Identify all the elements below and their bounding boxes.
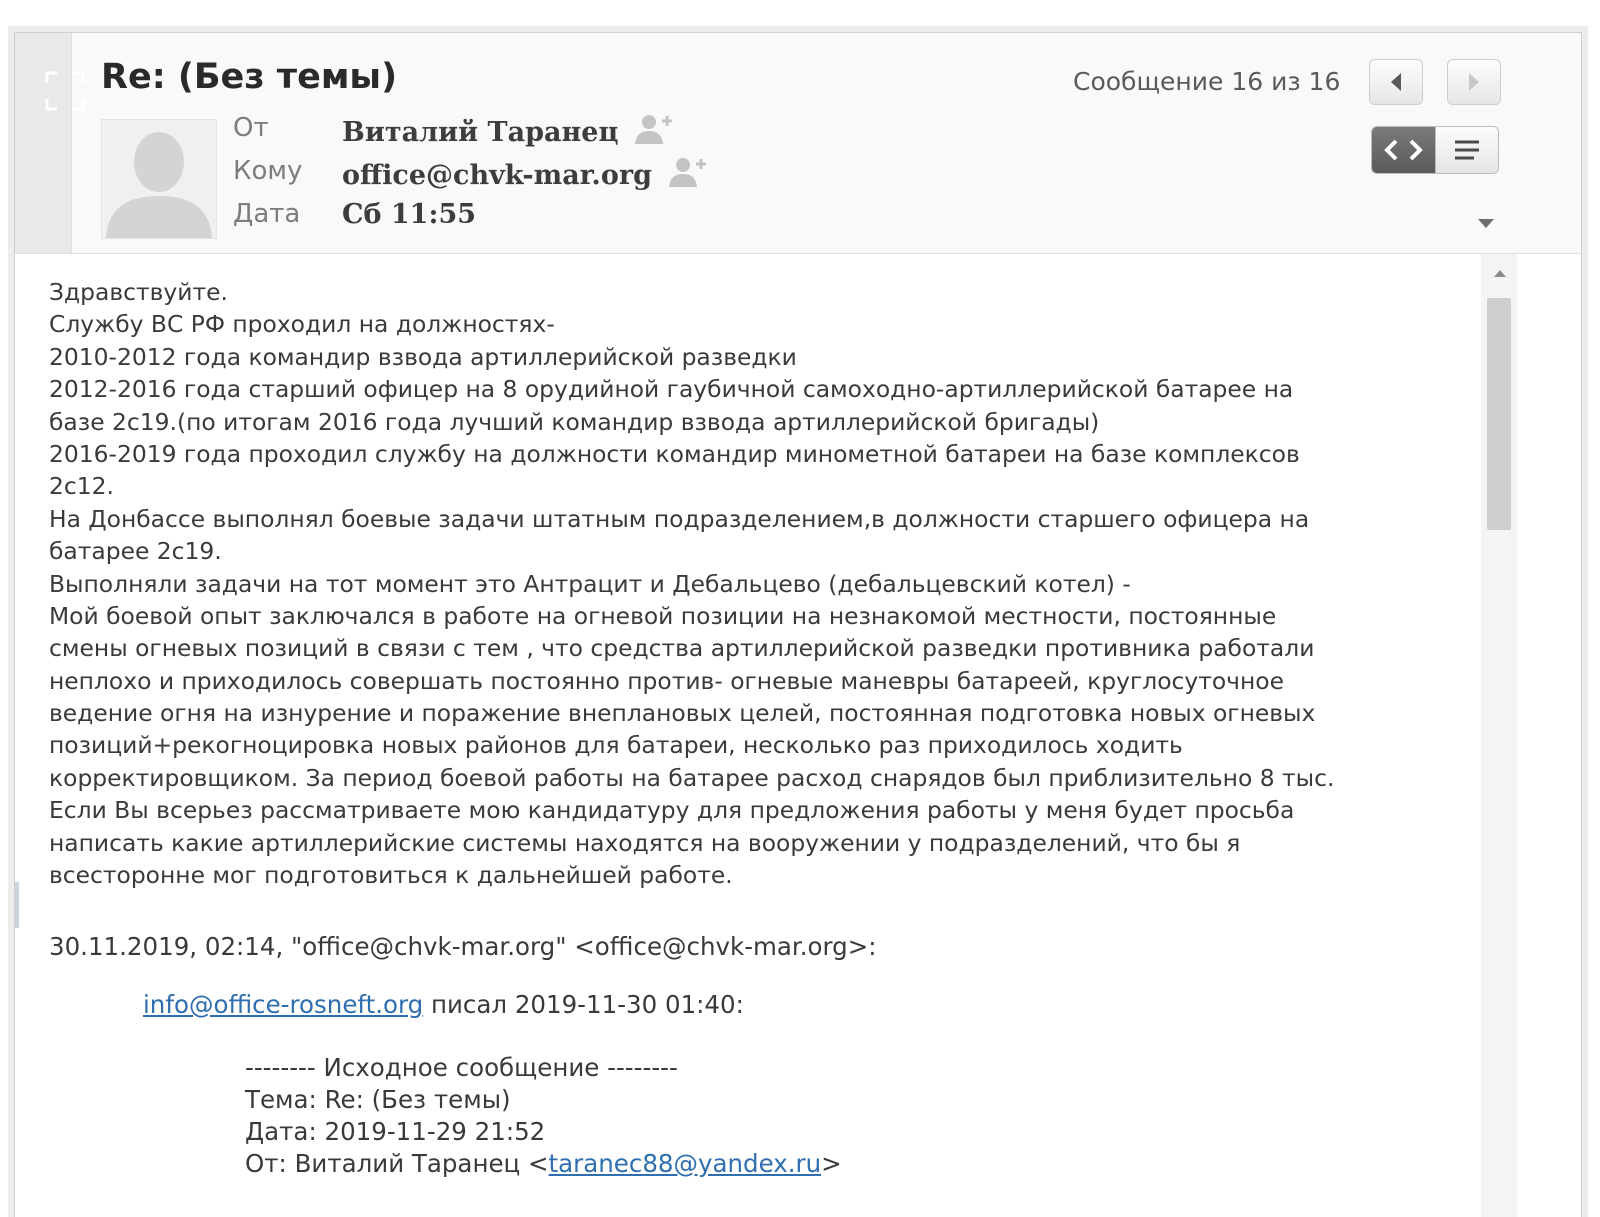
add-contact-icon[interactable] [668, 156, 712, 188]
body-line: базе 2с19.(по итогам 2016 года лучший командир взвода артиллерийской бригады) [49, 407, 1100, 436]
date-label: Дата [233, 199, 301, 229]
to-value[interactable] [342, 156, 712, 191]
body-line: 2012-2016 года старший офицер на 8 орудийной гаубичной самоходно-артиллерийской батарее на [49, 375, 1294, 404]
user-silhouette-icon [102, 120, 216, 238]
vertical-scrollbar[interactable] [1481, 254, 1517, 1217]
body-line: корректировщиком. За период боевой работы на батарее расход снарядов был приблизительно 8 тыс. [49, 763, 1335, 792]
body-line: смены огневых позиций в связи с тем , что средства артиллерийской разведки противника работали [49, 634, 1315, 663]
from-label: От [233, 113, 269, 143]
date-value: Сб 11:55 [342, 199, 477, 230]
avatar [101, 119, 217, 239]
message-body [15, 254, 1581, 1217]
body-line: На Донбассе выполнял боевые задачи штатным подразделением,в должности старшего офицера на [49, 504, 1310, 533]
from-value[interactable] [342, 113, 678, 148]
message-subject: Re: (Без темы) [101, 57, 398, 97]
email-window [14, 32, 1582, 1217]
next-message-button[interactable] [1447, 59, 1501, 105]
expand-corners-icon[interactable] [45, 71, 85, 111]
body-line: Если Вы всерьез рассматриваете мою кандидатуру для предложения работы у меня будет просьба [49, 796, 1295, 825]
original-subject: Тема: Re: (Без темы) [245, 1085, 511, 1114]
body-line: Здравствуйте. [49, 278, 228, 306]
quote-sender-link[interactable]: info@office-rosneft.org [143, 990, 424, 1019]
quote-level-1 [143, 990, 744, 1019]
original-from-suffix: > [821, 1149, 842, 1178]
body-line: 2016-2019 года проходил службу на должности командир минометной батареи на базе комплексов [49, 439, 1300, 468]
body-line: ведение огня на изнурение и поражение внеплановых целей, постоянная подготовка новых огневых [49, 699, 1316, 728]
body-line: 2010-2012 года командир взвода артиллерийской разведки [49, 342, 797, 371]
original-from [245, 1148, 842, 1180]
html-view-button[interactable] [1372, 127, 1435, 173]
body-line: позиций+рекогноцировка новых районов для батареи, несколько раз приходилось ходить [49, 731, 1183, 760]
from-name[interactable]: Виталий Таранец [342, 117, 619, 148]
left-strip [15, 33, 72, 253]
quote-header: 30.11.2019, 02:14, "office@chvk-mar.org" <office@chvk-mar.org>: [49, 932, 877, 961]
message-counter: Сообщение 16 из 16 [1073, 67, 1341, 96]
body-line: написать какие артиллерийские системы находятся на вооружении у подразделений, что бы я [49, 828, 1241, 857]
prev-message-button[interactable] [1369, 59, 1423, 105]
plain-view-button[interactable] [1435, 127, 1499, 173]
original-separator: -------- Исходное сообщение -------- [245, 1053, 678, 1082]
quote-level-2 [245, 1052, 842, 1180]
body-line: 2с12. [49, 472, 114, 501]
body-line: Мой боевой опыт заключался в работе на огневой позиции на незнакомой местности, постоянные [49, 601, 1277, 630]
message-text [49, 276, 1469, 891]
body-line: всесторонне мог подготовиться к дальнейшей работе. [49, 861, 733, 890]
side-marker [15, 882, 19, 928]
message-header [15, 33, 1581, 254]
original-from-prefix: От: Виталий Таранец < [245, 1149, 549, 1178]
body-line: батарее 2с19. [49, 537, 222, 566]
caret-up-icon[interactable] [1493, 268, 1507, 278]
body-line: Выполняли задачи на тот момент это Антрацит и Дебальцево (дебальцевский котел) - [49, 569, 1131, 598]
original-date: Дата: 2019-11-29 21:52 [245, 1117, 546, 1146]
body-line: Службу ВС РФ проходил на должностях- [49, 310, 555, 339]
original-from-email[interactable]: taranec88@yandex.ru [548, 1149, 822, 1178]
to-address[interactable]: office@chvk-mar.org [342, 160, 652, 191]
body-line: неплохо и приходилось совершать постоянно против- огневые маневры батареей, круглосуточное [49, 666, 1284, 695]
add-contact-icon[interactable] [634, 113, 678, 145]
chevron-left-icon [1388, 72, 1404, 92]
caret-down-icon[interactable] [1477, 217, 1495, 229]
lines-view-icon [1436, 127, 1499, 173]
quote-sender-text: писал 2019-11-30 01:40: [423, 990, 744, 1019]
view-mode-toggle [1371, 126, 1499, 174]
chevron-right-icon [1466, 72, 1482, 92]
scrollbar-thumb[interactable] [1487, 298, 1511, 530]
to-label: Кому [233, 156, 303, 186]
code-view-icon [1372, 127, 1435, 173]
